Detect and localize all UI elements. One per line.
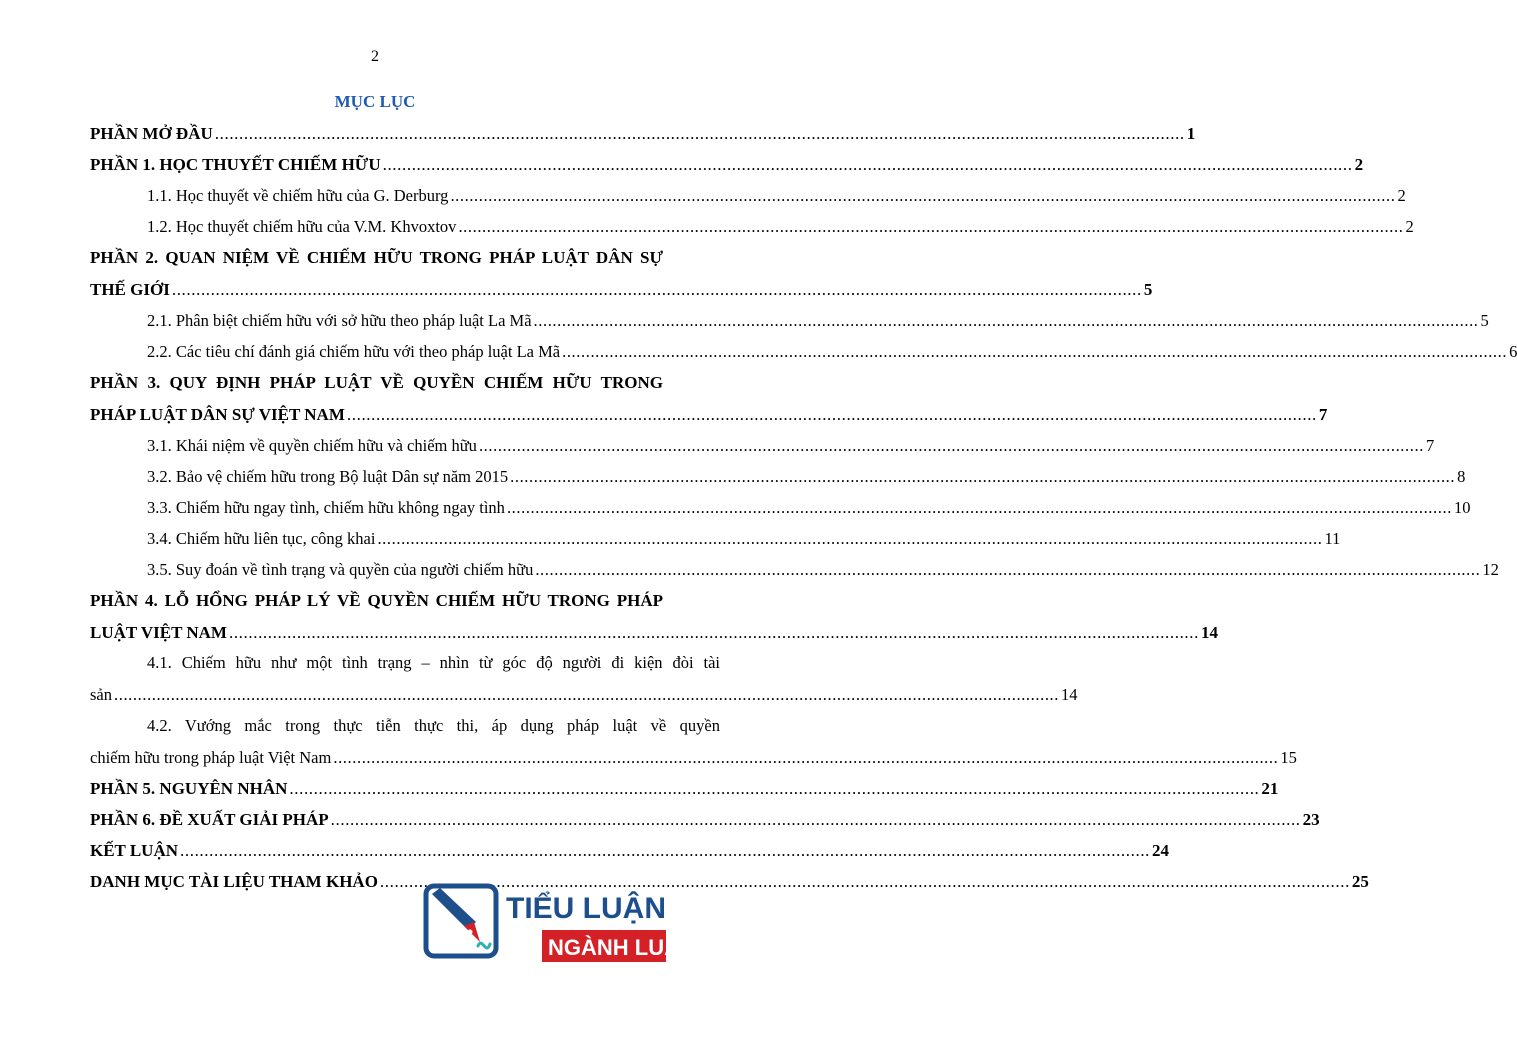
dot-leader: ........................................................................................................................................................................................................ — [289, 779, 1260, 798]
toc-entry-page: 25 — [1351, 872, 1369, 891]
dot-leader: ........................................................................................................................................................................................................ — [562, 342, 1508, 361]
tieu-luan-nganh-luat-logo — [424, 884, 694, 966]
toc-entry-page: 2 — [1405, 217, 1414, 236]
toc-entry-label-line1: PHẦN 3. QUY ĐỊNH PHÁP LUẬT VỀ QUYỀN CHIẾM HỮU TRONG — [90, 373, 663, 392]
toc-entry-3-4[interactable] — [90, 523, 1341, 555]
toc-entry-3-2[interactable] — [90, 461, 1466, 493]
toc-entry-phan-2[interactable] — [90, 242, 1153, 306]
toc-entry-1-1[interactable] — [90, 180, 1406, 212]
dot-leader: ........................................................................................................................................................................................................ — [510, 467, 1456, 486]
toc-entry-3-1[interactable] — [90, 430, 1435, 462]
toc-entry-label: 3.2. Bảo vệ chiếm hữu trong Bộ luật Dân sự năm 2015 — [147, 467, 509, 486]
toc-entry-ket-luan[interactable] — [90, 835, 1170, 867]
toc-entry-2-1[interactable] — [90, 305, 1489, 337]
dot-leader: ........................................................................................................................................................................................................ — [330, 810, 1301, 829]
toc-entry-page: 24 — [1152, 841, 1170, 860]
dot-leader: ........................................................................................................................................................................................................ — [382, 155, 1353, 174]
toc-entry-phan-1[interactable] — [90, 149, 1364, 181]
dot-leader: ........................................................................................................................................................................................................ — [533, 311, 1479, 330]
toc-entry-page: 2 — [1354, 155, 1364, 174]
toc-entry-3-3[interactable] — [90, 492, 1471, 524]
toc-entry-label: 3.3. Chiếm hữu ngay tình, chiếm hữu không ngay tình — [147, 498, 505, 517]
toc-entry-label-line2: THẾ GIỚI — [90, 280, 170, 299]
toc-entry-label-line2: chiếm hữu trong pháp luật Việt Nam — [90, 748, 332, 767]
pen-icon — [426, 886, 496, 956]
toc-entry-page: 8 — [1457, 467, 1466, 486]
toc-entry-page: 12 — [1482, 560, 1499, 579]
toc-entry-4-1[interactable] — [90, 647, 1078, 711]
dot-leader: ........................................................................................................................................................................................................ — [333, 748, 1279, 767]
toc-entry-page: 5 — [1480, 311, 1489, 330]
toc-title: MỤC LỤC — [334, 92, 416, 111]
dot-leader: ........................................................................................................................................................................................................ — [506, 498, 1452, 517]
toc-entry-label-line2: LUẬT VIỆT NAM — [90, 623, 227, 642]
toc-entry-label-line1: 4.2. Vướng mắc trong thực tiễn thực thi, áp dụng pháp luật về quyền — [147, 716, 720, 735]
dot-leader: ........................................................................................................................................................................................................ — [458, 217, 1404, 236]
toc-entry-label: PHẦN MỞ ĐẦU — [90, 124, 213, 143]
toc-entry-page: 7 — [1425, 436, 1435, 455]
toc-entry-label: PHẦN 1. HỌC THUYẾT CHIẾM HỮU — [90, 155, 381, 174]
toc-entry-page: 10 — [1453, 498, 1471, 517]
dot-leader: ........................................................................................................................................................................................................ — [171, 280, 1142, 299]
dot-leader: ........................................................................................................................................................................................................ — [214, 124, 1185, 143]
toc-entry-page: 14 — [1061, 685, 1078, 704]
toc-entry-label: DANH MỤC TÀI LIỆU THAM KHẢO — [90, 872, 378, 891]
toc-entry-phan-3[interactable] — [90, 367, 1328, 431]
toc-entry-label: PHẦN 5. NGUYÊN NHÂN — [90, 779, 288, 798]
toc-entry-phan-4[interactable] — [90, 585, 1218, 649]
toc-entry-mo-dau[interactable] — [90, 118, 1196, 150]
toc-entry-page: 15 — [1280, 748, 1297, 767]
toc-entry-label-line1: PHẦN 4. LỖ HỔNG PHÁP LÝ VỀ QUYỀN CHIẾM HỮU TRONG PHÁP — [90, 591, 663, 610]
dot-leader: ........................................................................................................................................................................................................ — [346, 405, 1317, 424]
logo-text-line1: TIỂU LUẬN — [506, 892, 666, 925]
toc-entry-label: PHẦN 6. ĐỀ XUẤT GIẢI PHÁP — [90, 810, 329, 829]
page-number: 2 — [371, 48, 379, 65]
toc-entry-label: 1.1. Học thuyết về chiếm hữu của G. Derburg — [147, 186, 449, 205]
dot-leader: ........................................................................................................................................................................................................ — [379, 872, 1350, 891]
toc-entry-page: 1 — [1186, 124, 1196, 143]
toc-entry-page: 6 — [1509, 342, 1517, 361]
toc-entry-2-2[interactable] — [90, 336, 1517, 368]
toc-entry-label-line1: 4.1. Chiếm hữu như một tình trạng – nhìn từ góc độ người đi kiện đòi tài — [147, 653, 720, 672]
dot-leader: ........................................................................................................................................................................................................ — [535, 560, 1481, 579]
toc-entry-phan-5[interactable] — [90, 773, 1279, 805]
dot-leader: ........................................................................................................................................................................................................ — [228, 623, 1199, 642]
toc-entry-page: 14 — [1200, 623, 1218, 642]
toc-entry-label: 2.1. Phân biệt chiếm hữu với sở hữu theo pháp luật La Mã — [147, 311, 532, 330]
logo-text-line2: NGÀNH LUẬT — [548, 935, 694, 960]
toc-entry-phan-6[interactable] — [90, 804, 1320, 836]
toc-entry-page: 5 — [1143, 280, 1153, 299]
toc-entry-label: 3.5. Suy đoán về tình trạng và quyền của người chiếm hữu — [147, 560, 534, 579]
toc-entry-4-2[interactable] — [90, 710, 1297, 774]
toc-entry-page: 7 — [1318, 405, 1328, 424]
toc-entry-1-2[interactable] — [90, 211, 1414, 243]
dot-leader: ........................................................................................................................................................................................................ — [180, 841, 1151, 860]
dot-leader: ........................................................................................................................................................................................................ — [114, 685, 1059, 704]
toc-entry-page: 21 — [1261, 779, 1279, 798]
toc-entry-3-5[interactable] — [90, 554, 1499, 586]
toc-entry-page: 23 — [1302, 810, 1320, 829]
dot-leader: ........................................................................................................................................................................................................ — [478, 436, 1424, 455]
toc-entry-label: 1.2. Học thuyết chiếm hữu của V.M. Khvoxtov — [147, 217, 457, 236]
toc-entry-label-line2: sản — [90, 685, 112, 704]
toc-entry-label: 2.2. Các tiêu chí đánh giá chiếm hữu với theo pháp luật La Mã — [147, 342, 561, 361]
dot-leader: ........................................................................................................................................................................................................ — [377, 529, 1323, 548]
toc-entry-label-line2: PHÁP LUẬT DÂN SỰ VIỆT NAM — [90, 405, 345, 424]
toc-entry-label: 3.4. Chiếm hữu liên tục, công khai — [147, 529, 376, 548]
logo-graphic — [424, 884, 694, 966]
toc-entry-label-line1: PHẦN 2. QUAN NIỆM VỀ CHIẾM HỮU TRONG PHÁP LUẬT DÂN SỰ — [90, 248, 663, 267]
toc-entry-label: KẾT LUẬN — [90, 841, 179, 860]
dot-leader: ........................................................................................................................................................................................................ — [450, 186, 1396, 205]
toc-entry-page: 11 — [1324, 529, 1341, 548]
toc-entry-label: 3.1. Khái niệm về quyền chiếm hữu và chiếm hữu — [147, 436, 477, 455]
toc-entry-page: 2 — [1397, 186, 1406, 205]
